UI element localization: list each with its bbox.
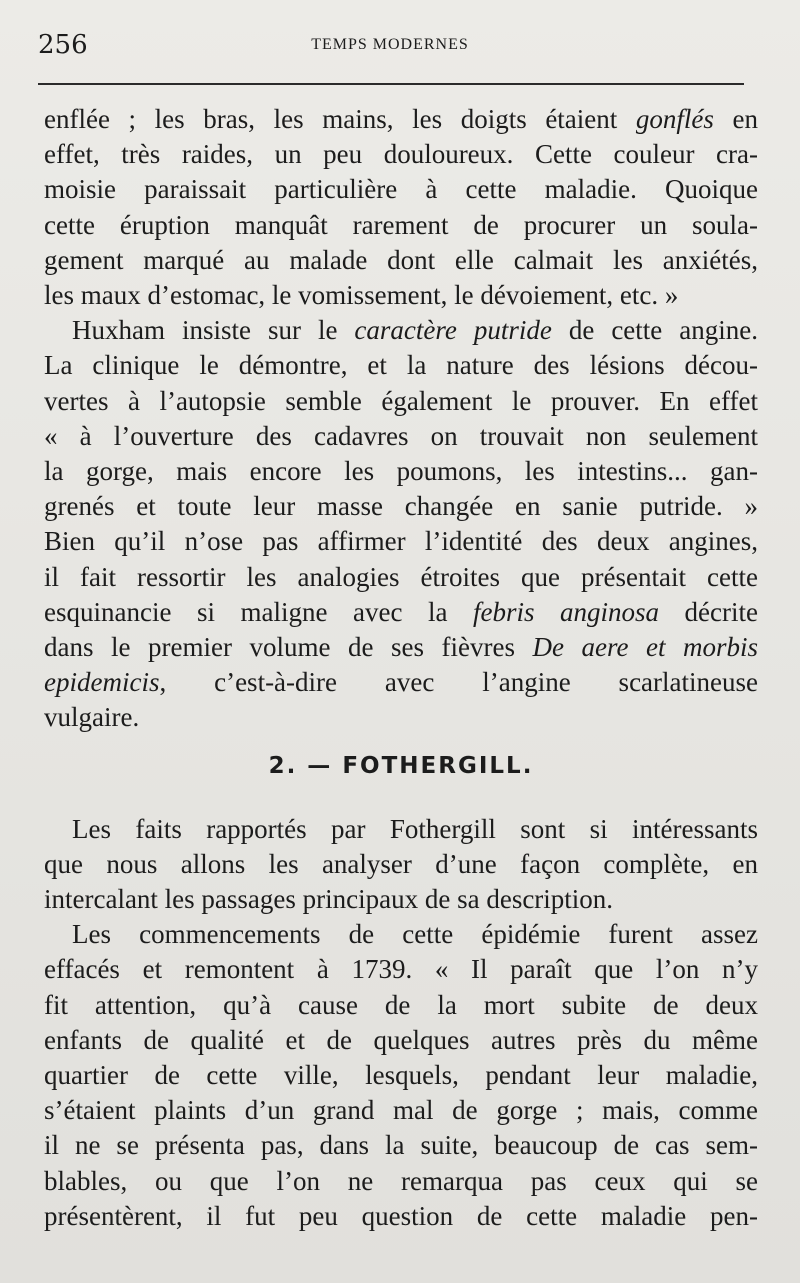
body-text — [44, 102, 758, 1234]
text-segment: enflée ; les bras, les mains, les doigts étaient — [44, 104, 636, 134]
text-segment: Les faits rapportés par Fothergill sont si intéressants — [72, 813, 758, 844]
text-line — [44, 812, 758, 847]
italic-segment: De aere et morbis — [532, 632, 758, 663]
text-line — [44, 1023, 758, 1058]
text-line — [44, 917, 758, 952]
text-line — [44, 1199, 758, 1234]
italic-segment: caractère putride — [354, 315, 552, 346]
text-segment: que nous allons les analyser d’une façon complète, en — [44, 848, 758, 879]
text-line — [44, 1093, 758, 1128]
text-line — [44, 419, 758, 454]
text-segment: effacés et remontent à 1739. « Il paraît que l’on n’y — [44, 954, 758, 985]
text-segment: « à l’ouverture des cadavres on trouvait non seulement — [44, 420, 758, 451]
paragraph-3 — [44, 812, 758, 918]
text-segment: cette éruption manquât rarement de procurer un soula- — [44, 209, 758, 240]
page-number: 256 — [38, 30, 88, 60]
text-line — [44, 102, 758, 137]
text-line — [44, 1058, 758, 1093]
text-segment: gement marqué au malade dont elle calmait les anxiétés, — [44, 244, 758, 275]
italic-segment: gonflés — [635, 104, 714, 134]
paragraph-4 — [44, 917, 758, 1234]
text-segment: , c’est-à-dire avec l’angine scarlatineuse — [159, 667, 758, 698]
text-line — [44, 665, 758, 700]
running-head: TEMPS MODERNES — [311, 36, 469, 53]
text-segment: blables, ou que l’on ne remarqua pas ceux qui se — [44, 1165, 758, 1196]
text-segment: fit attention, qu’à cause de la mort subite de deux — [44, 989, 758, 1020]
paragraph-2 — [44, 313, 758, 735]
text-line — [44, 882, 758, 917]
text-line — [44, 988, 758, 1023]
text-line — [44, 630, 758, 665]
text-line — [44, 137, 758, 172]
text-line — [44, 348, 758, 383]
text-line — [44, 208, 758, 243]
text-segment: il fait ressortir les analogies étroites que présentait cette — [44, 561, 758, 592]
text-segment: esquinancie si maligne avec la — [44, 596, 473, 627]
text-line — [44, 313, 758, 348]
italic-segment: epidemicis — [44, 667, 160, 698]
paragraph-1 — [44, 102, 758, 313]
text-line — [44, 1128, 758, 1163]
text-segment: en — [713, 104, 759, 134]
text-segment: les maux d’estomac, le vomissement, le dévoiement, etc. » — [44, 280, 679, 311]
text-segment: enfants de qualité et de quelques autres près du même — [44, 1024, 758, 1055]
text-segment: grenés et toute leur masse changée en sanie putride. » — [44, 491, 758, 522]
text-segment: Les commencements de cette épidémie furent assez — [72, 919, 758, 950]
text-line — [44, 384, 758, 419]
text-segment: vulgaire. — [44, 702, 140, 733]
text-segment: Huxham insiste sur le — [72, 315, 355, 346]
text-segment: quartier de cette ville, lesquels, pendant leur maladie, — [44, 1060, 758, 1091]
text-line — [44, 454, 758, 489]
text-line — [44, 172, 758, 207]
text-line — [44, 524, 758, 559]
text-segment: décrite — [659, 596, 758, 627]
text-segment: Bien qu’il n’ose pas affirmer l’identité des deux angines, — [44, 526, 758, 557]
text-segment: il ne se présenta pas, dans la suite, beaucoup de cas sem- — [44, 1130, 758, 1161]
text-line — [44, 243, 758, 278]
text-line — [44, 560, 758, 595]
section-title: 2. — FOTHERGILL. — [268, 752, 534, 779]
text-line — [44, 278, 758, 313]
text-segment: de cette angine. — [551, 315, 758, 346]
header-rule — [38, 83, 744, 85]
text-line — [44, 489, 758, 524]
text-segment: dans le premier volume de ses fièvres — [44, 632, 533, 663]
text-segment: s’étaient plaints d’un grand mal de gorge ; mais, comme — [44, 1095, 758, 1126]
text-line — [44, 1164, 758, 1199]
text-segment: présentèrent, il fut peu question de cette maladie pen- — [44, 1200, 758, 1231]
italic-segment: febris anginosa — [472, 596, 660, 627]
text-segment: la gorge, mais encore les poumons, les intestins... gan- — [44, 456, 758, 487]
text-segment: vertes à l’autopsie semble également le prouver. En effet — [44, 385, 758, 416]
text-segment: intercalant les passages principaux de sa description. — [44, 884, 614, 915]
text-segment: moisie paraissait particulière à cette maladie. Quoique — [44, 174, 758, 205]
text-line — [44, 700, 758, 735]
text-segment: La clinique le démontre, et la nature des lésions décou- — [44, 350, 758, 381]
text-segment: effet, très raides, un peu douloureux. Cette couleur cra- — [44, 139, 758, 170]
text-line — [44, 595, 758, 630]
text-line — [44, 952, 758, 987]
text-line — [44, 847, 758, 882]
page-header — [38, 32, 742, 72]
